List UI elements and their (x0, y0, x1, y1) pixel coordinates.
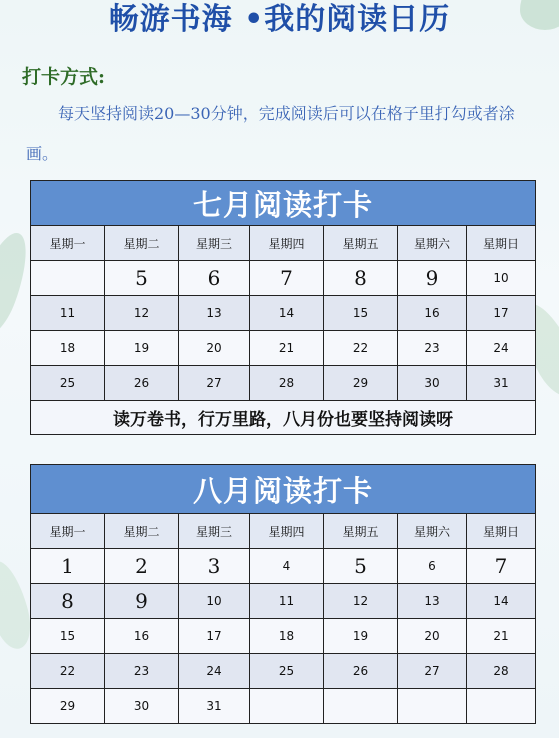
day-cell[interactable]: 3 (179, 549, 250, 584)
day-cell[interactable]: 19 (105, 331, 179, 366)
day-cell[interactable]: 17 (179, 619, 250, 654)
weekday-row (31, 514, 536, 549)
day-cell[interactable] (31, 261, 105, 296)
day-cell[interactable]: 15 (31, 619, 105, 654)
weekday-cell: 星期六 (398, 514, 467, 549)
day-cell[interactable]: 13 (179, 296, 250, 331)
day-cell[interactable]: 29 (31, 689, 105, 724)
july-calendar-table (30, 180, 536, 435)
method-label: 打卡方式: (22, 66, 106, 88)
week-row (31, 584, 536, 619)
week-row (31, 689, 536, 724)
page-title: 畅游书海 •我的阅读日历 (108, 2, 451, 37)
day-cell[interactable]: 14 (467, 584, 536, 619)
weekday-cell: 星期四 (250, 514, 324, 549)
day-cell[interactable]: 1 (31, 549, 105, 584)
weekday-row (31, 226, 536, 261)
day-cell[interactable]: 26 (324, 654, 398, 689)
weekday-cell: 星期六 (398, 226, 467, 261)
day-cell[interactable]: 2 (105, 549, 179, 584)
day-cell[interactable]: 27 (179, 366, 250, 401)
day-cell[interactable] (467, 689, 536, 724)
day-cell[interactable]: 28 (250, 366, 324, 401)
day-cell[interactable]: 22 (324, 331, 398, 366)
weekday-cell: 星期三 (179, 226, 250, 261)
day-cell[interactable]: 13 (398, 584, 467, 619)
weekday-cell: 星期五 (324, 226, 398, 261)
day-cell[interactable]: 5 (324, 549, 398, 584)
day-cell[interactable]: 28 (467, 654, 536, 689)
day-cell[interactable]: 21 (467, 619, 536, 654)
day-cell[interactable]: 27 (398, 654, 467, 689)
day-cell[interactable]: 31 (467, 366, 536, 401)
weekday-cell: 星期一 (31, 226, 105, 261)
week-row (31, 296, 536, 331)
weekday-cell: 星期二 (105, 514, 179, 549)
weekday-cell: 星期四 (250, 226, 324, 261)
day-cell[interactable]: 7 (467, 549, 536, 584)
day-cell[interactable]: 19 (324, 619, 398, 654)
week-row (31, 619, 536, 654)
day-cell[interactable]: 15 (324, 296, 398, 331)
day-cell[interactable]: 25 (31, 366, 105, 401)
day-cell[interactable]: 30 (105, 689, 179, 724)
july-title: 七月阅读打卡 (31, 181, 536, 226)
day-cell[interactable]: 5 (105, 261, 179, 296)
day-cell[interactable]: 14 (250, 296, 324, 331)
day-cell[interactable]: 22 (31, 654, 105, 689)
day-cell[interactable]: 11 (250, 584, 324, 619)
day-cell[interactable]: 24 (179, 654, 250, 689)
day-cell[interactable]: 8 (31, 584, 105, 619)
august-calendar-table (30, 464, 536, 724)
week-row (31, 654, 536, 689)
week-row (31, 549, 536, 584)
weekday-cell: 星期一 (31, 514, 105, 549)
day-cell[interactable]: 26 (105, 366, 179, 401)
day-cell[interactable]: 12 (105, 296, 179, 331)
day-cell[interactable]: 16 (105, 619, 179, 654)
week-row (31, 331, 536, 366)
day-cell[interactable]: 6 (398, 549, 467, 584)
day-cell[interactable]: 10 (179, 584, 250, 619)
day-cell[interactable]: 16 (398, 296, 467, 331)
week-row (31, 261, 536, 296)
august-title: 八月阅读打卡 (31, 465, 536, 514)
day-cell[interactable]: 10 (467, 261, 536, 296)
day-cell[interactable]: 17 (467, 296, 536, 331)
day-cell[interactable]: 23 (398, 331, 467, 366)
day-cell[interactable]: 31 (179, 689, 250, 724)
weekday-cell: 星期日 (467, 226, 536, 261)
day-cell[interactable]: 6 (179, 261, 250, 296)
week-row (31, 366, 536, 401)
method-description: 每天坚持阅读20—30分钟，完成阅读后可以在格子里打勾或者涂画。 (26, 104, 515, 163)
day-cell[interactable]: 24 (467, 331, 536, 366)
july-footer-note: 读万卷书，行万里路，八月份也要坚持阅读呀 (31, 401, 536, 435)
weekday-cell: 星期二 (105, 226, 179, 261)
day-cell[interactable]: 20 (398, 619, 467, 654)
day-cell[interactable]: 20 (179, 331, 250, 366)
day-cell[interactable]: 18 (250, 619, 324, 654)
day-cell[interactable]: 21 (250, 331, 324, 366)
day-cell[interactable]: 4 (250, 549, 324, 584)
day-cell[interactable]: 9 (105, 584, 179, 619)
weekday-cell: 星期三 (179, 514, 250, 549)
day-cell[interactable] (398, 689, 467, 724)
day-cell[interactable]: 23 (105, 654, 179, 689)
day-cell[interactable]: 11 (31, 296, 105, 331)
day-cell[interactable]: 30 (398, 366, 467, 401)
day-cell[interactable] (324, 689, 398, 724)
day-cell[interactable]: 18 (31, 331, 105, 366)
day-cell[interactable]: 9 (398, 261, 467, 296)
day-cell[interactable]: 25 (250, 654, 324, 689)
day-cell[interactable]: 8 (324, 261, 398, 296)
day-cell[interactable]: 29 (324, 366, 398, 401)
day-cell[interactable]: 12 (324, 584, 398, 619)
weekday-cell: 星期日 (467, 514, 536, 549)
day-cell[interactable] (250, 689, 324, 724)
day-cell[interactable]: 7 (250, 261, 324, 296)
weekday-cell: 星期五 (324, 514, 398, 549)
